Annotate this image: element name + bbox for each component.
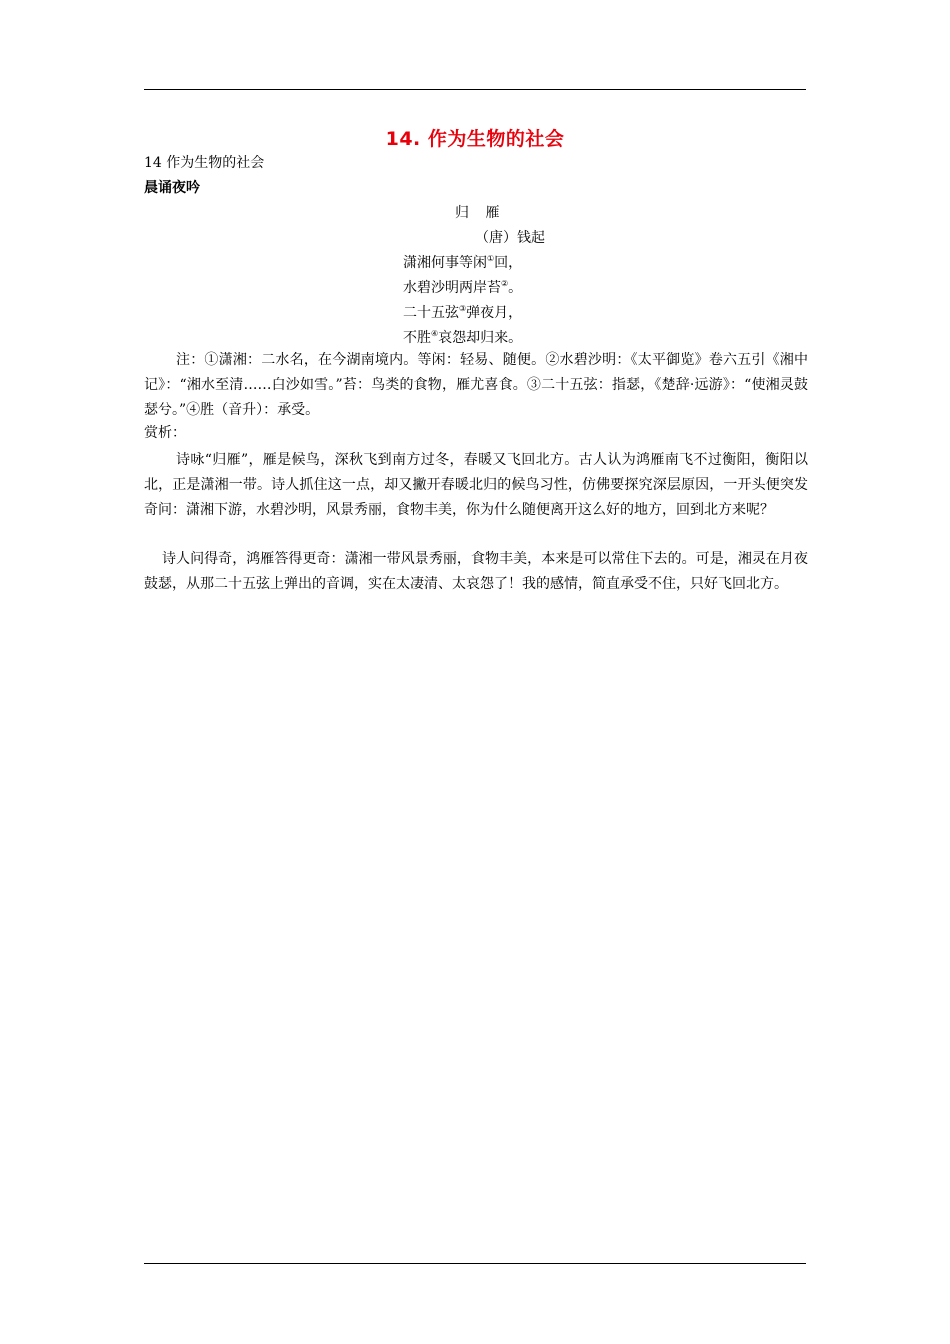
poem-author: （唐）钱起 (475, 230, 545, 246)
appreciation-label: 赏析： (144, 425, 186, 441)
page-title: 14. 作为生物的社会 (385, 128, 565, 150)
footnote-marker: ④ (431, 329, 439, 338)
poem-verse-2: 水碧沙明两岸苔②。 (403, 279, 523, 296)
footnote-marker: ① (487, 254, 495, 263)
poem-notes: 注：①潇湘：二水名，在今湖南境内。等闲：轻易、随便。②水碧沙明：《太平御览》卷六五引《湘中记》：“湘水至清……白沙如雪。”苔：鸟类的食物，雁尤喜食。③二十五弦：指瑟，《楚辞·远游》：“使湘灵鼓瑟兮。”④胜（音升）：承受。 (144, 352, 808, 418)
footer-rule (144, 1263, 806, 1264)
appreciation-paragraph-1: 诗咏“归雁”，雁是候鸟，深秋飞到南方过冬，春暖又飞回北方。古人认为鸿雁南飞不过衡阳，衡阳以北，正是潇湘一带。诗人抓住这一点，却又撇开春暖北归的候鸟习性，仿佛要探究深层原因，一开头便突发奇问：潇湘下游，水碧沙明，风景秀丽，食物丰美，你为什么随便离开这么好的地方，回到北方来呢？ (144, 452, 808, 518)
footnote-marker: ③ (459, 304, 467, 313)
section-heading: 晨诵夜吟 (144, 180, 200, 196)
page-subtitle: 14 作为生物的社会 (144, 155, 265, 171)
poem-verse-1: 潇湘何事等闲①回， (403, 254, 523, 271)
poem-verse-3: 二十五弦③弹夜月， (403, 304, 523, 321)
poem-verse-4: 不胜④哀怨却归来。 (403, 329, 523, 346)
appreciation-paragraph-2: 诗人问得奇，鸿雁答得更奇：潇湘一带风景秀丽，食物丰美，本来是可以常住下去的。可是，湘灵在月夜鼓瑟，从那二十五弦上弹出的音调，实在太凄清、太哀怨了！我的感情，简直承受不住，只好飞回北方。 (144, 551, 808, 592)
poem-title: 归 雁 (455, 205, 506, 221)
header-rule (144, 89, 806, 90)
footnote-marker: ② (501, 279, 509, 288)
